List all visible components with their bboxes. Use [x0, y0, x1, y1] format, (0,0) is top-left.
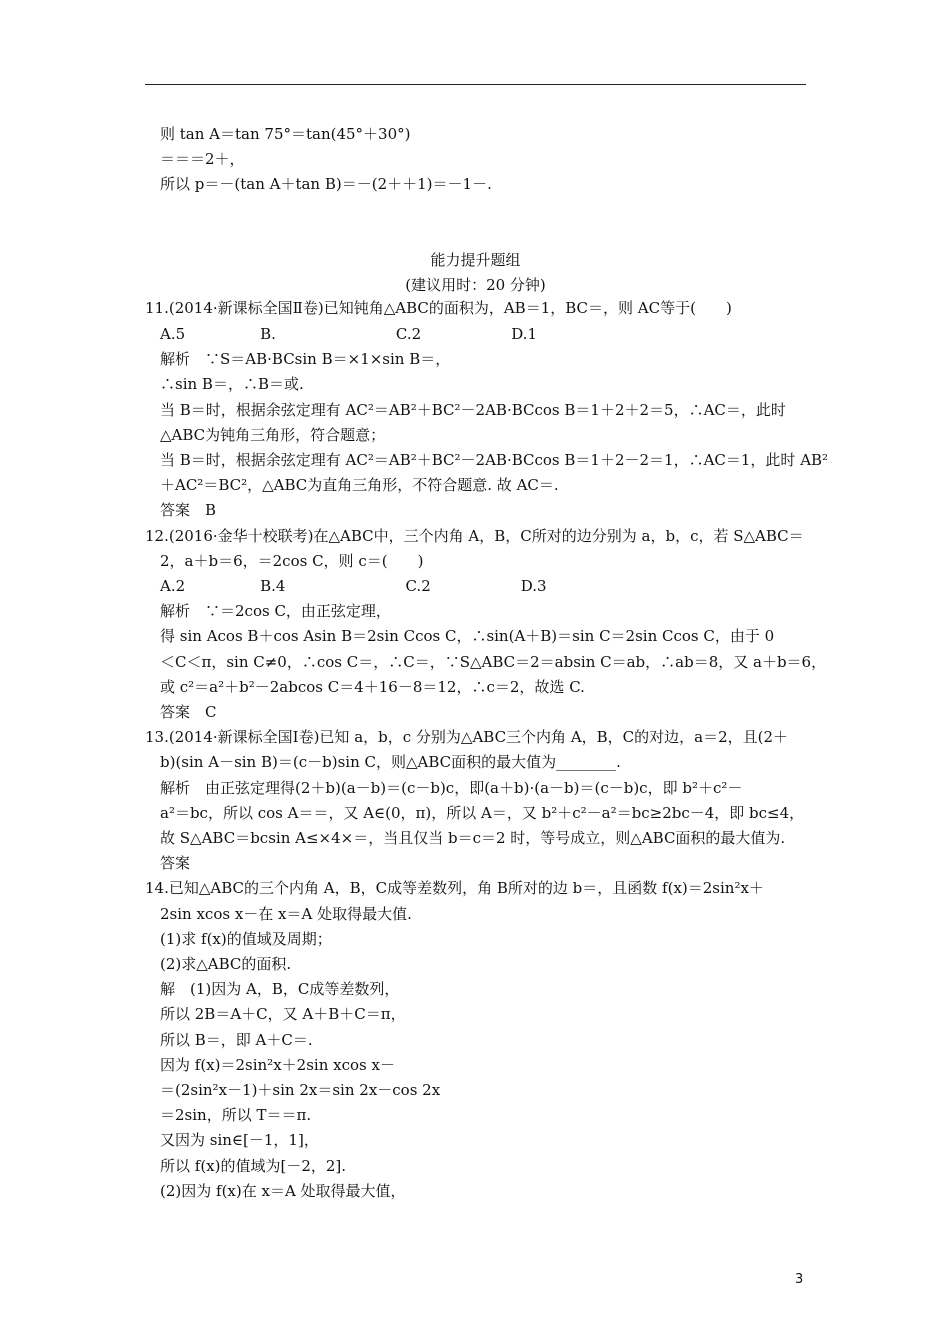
text-line: A.5 B. C.2 D.1	[145, 325, 537, 343]
text-line: 所以 B＝，即 A＋C＝.	[145, 1031, 313, 1049]
text-line: (1)求 f(x)的值域及周期；	[145, 930, 332, 948]
text-line: ＋AC²＝BC²，△ABC为直角三角形，不符合题意. 故 AC＝.	[145, 476, 559, 494]
text-line: 13.(2014·新课标全国Ⅰ卷)已知 a，b，c 分别为△ABC三个内角 A，B，C的对边，a＝2，且(2＋	[145, 728, 789, 746]
text-line: ＝(2sin²x－1)＋sin 2x＝sin 2x－cos 2x	[145, 1081, 441, 1099]
text-line: 则 tan A＝tan 75°＝tan(45°＋30°)	[160, 125, 411, 143]
text-line: (2)求△ABC的面积.	[145, 955, 292, 973]
text-line: 2sin xcos x－在 x＝A 处取得最大值.	[145, 905, 412, 923]
text-line: 因为 f(x)＝2sin²x＋2sin xcos x－	[145, 1056, 395, 1074]
text-line: 故 S△ABC＝bcsin A≤×4×＝，当且仅当 b＝c＝2 时，等号成立，则△ABC面积的最大值为.	[145, 829, 786, 847]
text-line: 解析 ∵＝2cos C，由正弦定理，	[145, 602, 391, 620]
text-line: 解析 由正弦定理得(2＋b)(a－b)＝(c－b)c，即(a＋b)·(a－b)＝(c－b)c，即 b²＋c²－	[145, 779, 743, 797]
text-line: 当 B＝时，根据余弦定理有 AC²＝AB²＋BC²－2AB·BCcos B＝1＋2－2＝1，∴AC＝1，此时 AB²	[145, 451, 829, 469]
section-subtitle: (建议用时：20 分钟)	[405, 276, 546, 294]
text-line: 得 sin Acos B＋cos Asin B＝2sin Ccos C，∴sin(A＋B)＝sin C＝2sin Ccos C，由于 0	[145, 627, 775, 645]
text-line: △ABC为钝角三角形，符合题意；	[145, 426, 386, 444]
text-line: 所以 2B＝A＋C，又 A＋B＋C＝π，	[145, 1005, 406, 1023]
text-line: (2)因为 f(x)在 x＝A 处取得最大值，	[145, 1182, 406, 1200]
text-line: ＝2sin，所以 T＝＝π.	[145, 1106, 312, 1124]
text-line: 2，a＋b＝6，＝2cos C，则 c＝( )	[145, 552, 424, 570]
text-line: 11.(2014·新课标全国Ⅱ卷)已知钝角△ABC的面积为，AB＝1，BC＝，则 AC等于( )	[145, 299, 732, 317]
text-line: 12.(2016·金华十校联考)在△ABC中，三个内角 A，B，C所对的边分别为 a，b，c，若 S△ABC＝	[145, 527, 804, 545]
text-line: ＜C＜π，sin C≠0，∴cos C＝，∴C＝，∵S△ABC＝2＝absin C＝ab，∴ab＝8，又 a＋b＝6，	[145, 653, 827, 671]
text-line: ∴sin B＝，∴B＝或.	[145, 375, 304, 393]
text-line: 所以 p＝－(tan A＋tan B)＝－(2＋＋1)＝－1－.	[160, 175, 492, 193]
section-title: 能力提升题组	[430, 251, 521, 269]
text-line: 答案 B	[145, 501, 217, 519]
text-line: A.2 B.4 C.2 D.3	[145, 577, 547, 595]
page-number: 3	[795, 1272, 804, 1287]
text-line: 或 c²＝a²＋b²－2abcos C＝4＋16－8＝12，∴c＝2，故选 C.	[145, 678, 585, 696]
text-line: 14.已知△ABC的三个内角 A，B，C成等差数列，角 B所对的边 b＝，且函数 f(x)＝2sin²x＋	[145, 879, 764, 897]
header-rule	[145, 84, 806, 85]
text-line: 答案 C	[145, 703, 217, 721]
text-line: 当 B＝时，根据余弦定理有 AC²＝AB²＋BC²－2AB·BCcos B＝1＋2＋2＝5，∴AC＝，此时	[145, 401, 786, 419]
text-line: ＝＝＝2＋，	[160, 150, 245, 168]
text-line: b)(sin A－sin B)＝(c－b)sin C，则△ABC面积的最大值为________.	[145, 753, 621, 771]
text-line: 又因为 sin∈[－1，1]，	[145, 1131, 319, 1149]
text-line: 解 (1)因为 A，B，C成等差数列，	[145, 980, 400, 998]
text-line: 答案	[145, 854, 191, 872]
text-line: a²＝bc，所以 cos A＝＝，又 A∈(0，π)，所以 A＝，又 b²＋c²－a²＝bc≥2bc－4，即 bc≤4，	[145, 804, 805, 822]
text-line: 所以 f(x)的值域为[－2，2].	[145, 1157, 347, 1175]
text-line: 解析 ∵S＝AB·BCsin B＝×1×sin B＝，	[145, 350, 451, 368]
